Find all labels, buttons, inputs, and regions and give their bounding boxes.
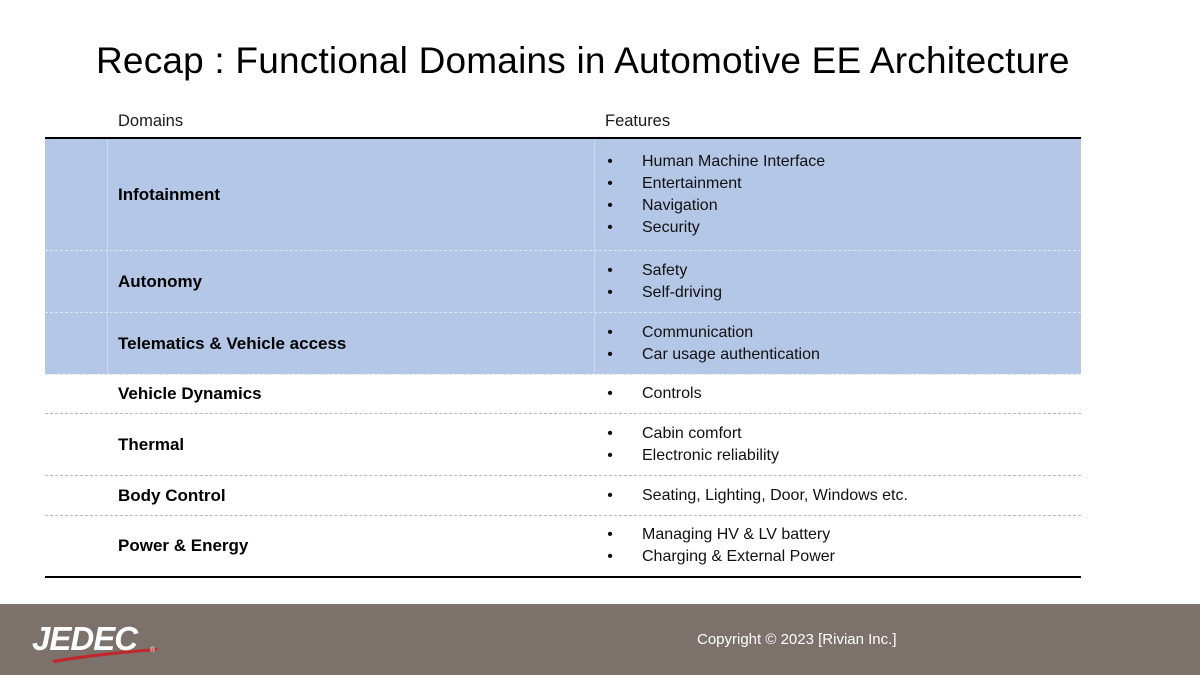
feature-item: • Car usage authentication bbox=[607, 345, 820, 363]
feature-item: • Entertainment bbox=[607, 174, 742, 192]
features-list bbox=[604, 139, 1081, 250]
domain-autonomy: Autonomy bbox=[118, 271, 203, 291]
feature-item: • Controls bbox=[607, 385, 702, 402]
features-list bbox=[604, 516, 1081, 576]
domain-infotainment: Infotainment bbox=[118, 184, 220, 204]
svg-text:JEDEC: JEDEC bbox=[32, 620, 138, 657]
domains-table bbox=[45, 108, 1081, 578]
header-features: Features bbox=[605, 112, 671, 130]
features-list bbox=[604, 414, 1081, 475]
feature-item: • Seating, Lighting, Door, Windows etc. bbox=[607, 486, 908, 504]
table-row bbox=[45, 139, 1081, 250]
feature-item: • Electronic reliability bbox=[607, 446, 779, 464]
features-list bbox=[604, 375, 1081, 413]
table-row bbox=[45, 312, 1081, 374]
table-row bbox=[45, 374, 1081, 413]
table-row bbox=[45, 413, 1081, 475]
table-row bbox=[45, 475, 1081, 515]
feature-item: • Navigation bbox=[607, 196, 718, 214]
domain-telematics: Telematics & Vehicle access bbox=[118, 333, 347, 353]
table-header bbox=[45, 108, 1081, 139]
copyright-text: Copyright © 2023 [Rivian Inc.] bbox=[697, 631, 897, 648]
feature-item: • Cabin comfort bbox=[607, 424, 742, 442]
domain-power-energy: Power & Energy bbox=[118, 536, 249, 555]
domain-vehicle-dynamics: Vehicle Dynamics bbox=[118, 384, 262, 403]
jedec-logo bbox=[30, 618, 165, 664]
domain-body-control: Body Control bbox=[118, 485, 226, 505]
feature-item: • Managing HV & LV battery bbox=[607, 526, 831, 543]
table-row bbox=[45, 250, 1081, 312]
slide-title: Recap : Functional Domains in Automotive EE Architecture bbox=[96, 40, 1070, 81]
feature-item: • Communication bbox=[607, 323, 754, 341]
svg-text:®: ® bbox=[150, 647, 156, 654]
domain-thermal: Thermal bbox=[118, 434, 185, 454]
header-domains: Domains bbox=[118, 112, 184, 130]
feature-item: • Human Machine Interface bbox=[607, 152, 826, 170]
feature-item: • Self-driving bbox=[607, 283, 723, 301]
features-list bbox=[604, 251, 1081, 312]
table-row bbox=[45, 515, 1081, 578]
feature-item: • Security bbox=[607, 218, 700, 236]
features-list bbox=[604, 476, 1081, 515]
features-list bbox=[604, 313, 1081, 374]
slide-footer bbox=[0, 604, 1200, 675]
feature-item: • Safety bbox=[607, 261, 688, 279]
feature-item: • Charging & External Power bbox=[607, 548, 835, 565]
